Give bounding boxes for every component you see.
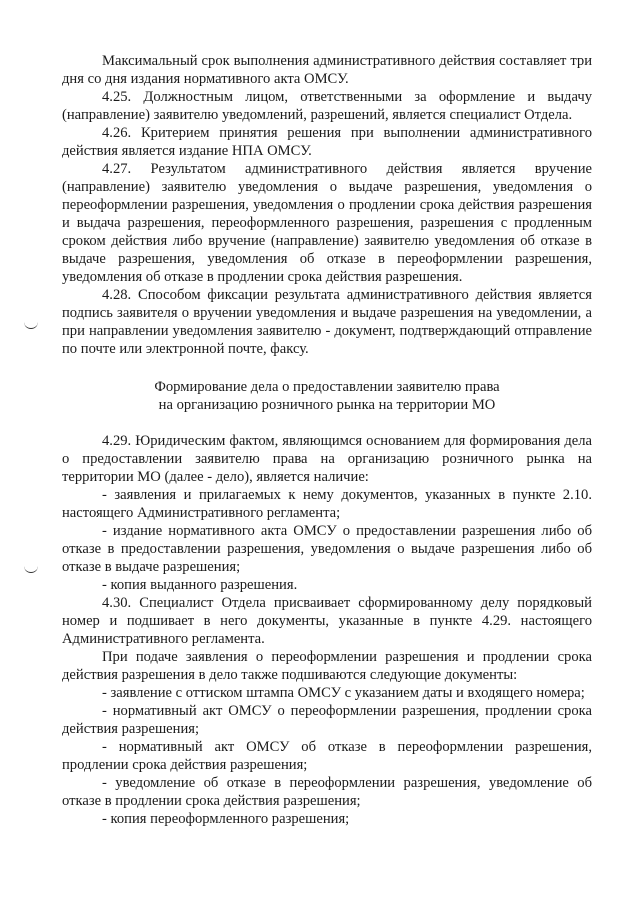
paragraph-4-28: 4.28. Способом фиксации результата административного действия является подпись заявителя о вручении уведомления и выдаче разрешения на уведомлении, а при направлении уведомления заявителю - документ, подтверждающий отправление по почте или электронной почте, факсу. xyxy=(62,287,592,357)
list-item-permit-copy: - копия выданного разрешения. xyxy=(102,577,298,593)
paragraph-4-30: 4.30. Специалист Отдела присваивает сформированному делу порядковый номер и подшивает в него документы, указанные в пункте 4.29. настоящего Административного регламента. xyxy=(62,595,592,647)
paragraph-4-29: 4.29. Юридическим фактом, являющимся основанием для формирования дела о предоставлении заявителю права на организацию розничного рынка на территории МО (далее - дело), является наличие: xyxy=(62,433,592,485)
paragraph-4-26: 4.26. Критерием принятия решения при выполнении административного действия является издание НПА ОМСУ. xyxy=(62,125,592,159)
paragraph-max-term: Максимальный срок выполнения административного действия составляет три дня со дня издания нормативного акта ОМСУ. xyxy=(62,53,592,87)
list-item-stamped-application: - заявление с оттиском штампа ОМСУ с указанием даты и входящего номера; xyxy=(102,685,585,701)
paragraph-4-25: 4.25. Должностным лицом, ответственными за оформление и выдачу (направление) заявителю уведомлений, разрешений, является специалист Отдела. xyxy=(62,89,592,123)
list-item-application: - заявления и прилагаемых к нему документов, указанных в пункте 2.10. настоящего Административного регламента; xyxy=(62,487,592,521)
paragraph-reissue-docs: При подаче заявления о переоформлении разрешения и продлении срока действия разрешения в дело также подшиваются следующие документы: xyxy=(62,649,592,683)
list-item-reissued-copy: - копия переоформленного разрешения; xyxy=(102,811,350,827)
list-item-normative-act: - издание нормативного акта ОМСУ о предоставлении разрешения либо об отказе в предоставлении разрешения, уведомления о выдаче разрешения либо об отказе в выдаче разрешения; xyxy=(62,523,592,575)
list-item-refusal-notice: - уведомление об отказе в переоформлении разрешения, уведомление об отказе в продлении срока действия разрешения; xyxy=(62,775,592,809)
section-heading-line-1: Формирование дела о предоставлении заявителю права xyxy=(154,379,500,395)
margin-mark xyxy=(24,566,38,573)
list-item-act-reissue: - нормативный акт ОМСУ о переоформлении разрешения, продлении срока действия разрешения; xyxy=(62,703,592,737)
document-page xyxy=(62,52,592,828)
section-heading-line-2: на организацию розничного рынка на территории МО xyxy=(158,397,496,413)
section-heading xyxy=(62,378,592,414)
paragraph-4-27: 4.27. Результатом административного действия является вручение (направление) заявителю уведомления о выдаче разрешения, уведомления о переоформлении разрешения, уведомления о продлении срока действия разрешения и выдача разрешения, переоформленного разрешения, разрешения с продленным сроком действия либо вручение (направление) заявителю уведомления об отказе в выдаче разрешения, уведомления об отказе в переоформлении разрешения, уведомления об отказе в продлении срока действия разрешения. xyxy=(62,161,592,285)
list-item-act-refusal: - нормативный акт ОМСУ об отказе в переоформлении разрешения, продлении срока действия разрешения; xyxy=(62,739,592,773)
margin-mark xyxy=(24,322,38,329)
